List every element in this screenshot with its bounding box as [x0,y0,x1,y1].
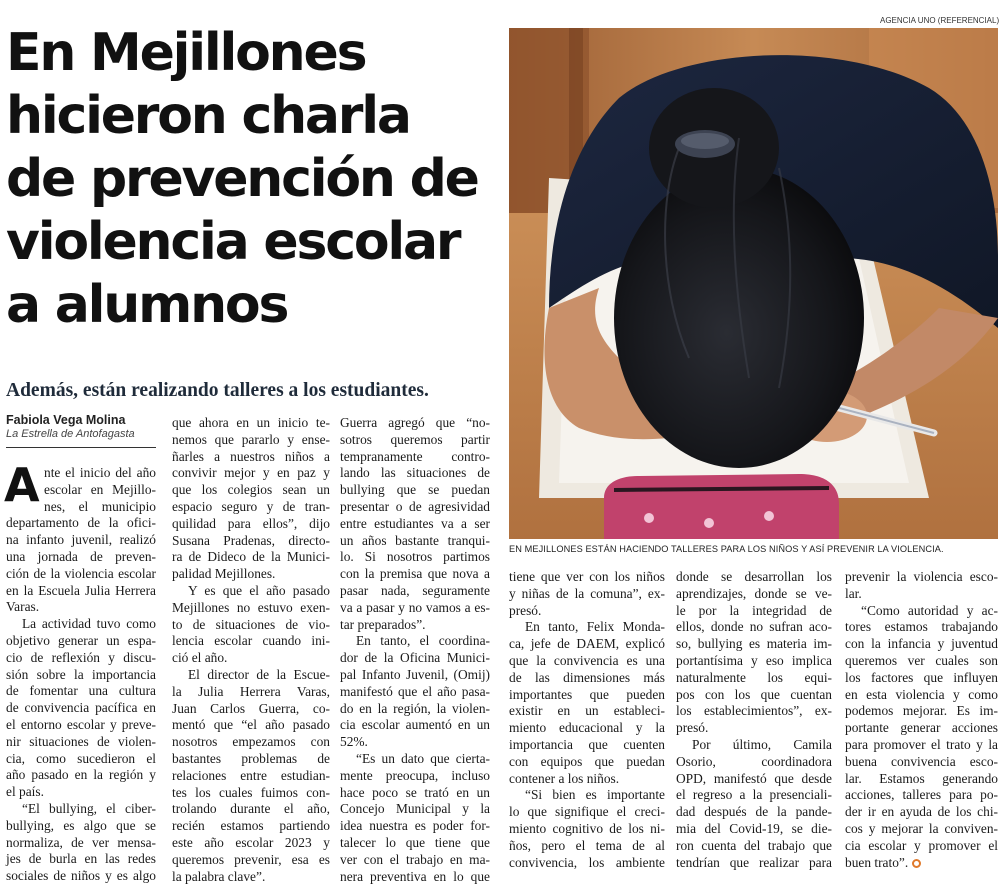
article-text-line: nemos que pararlo y ense- [172,431,330,447]
article-text-line: nte el inicio del año [44,465,156,480]
article-text-line: donde se desarrollan los [676,569,832,584]
article-text-line: “Es un dato que cierta- [356,750,490,766]
article-text-line: relaciones entre estudian- [172,767,330,783]
article-text-line: sotros queremos partir [340,431,490,447]
article-text-line: tiene que ver con los niños [509,569,665,584]
subheadline: Además, están realizando talleres a los estudiantes. [6,380,429,401]
article-text-line: der ir en ayuda de los chi- [845,804,998,820]
article-text-line: bastantes problemas de [172,750,330,766]
article-text-line: existir en un estableci- [509,703,665,719]
article-column-6 [845,569,998,871]
article-text-line: el entorno escolar y preve- [6,716,156,732]
article-text-line: que los colegios sean un [172,482,330,498]
article-text-line: queremos prevenir, esa es [172,851,330,867]
article-text-line: Juan Carlos Guerra, co- [172,700,330,716]
byline-author: Fabiola Vega Molina [6,413,126,427]
drop-cap: A [4,458,40,512]
article-text-line: En tanto, el coordina- [356,633,490,649]
headline-line: En Mejillones [6,23,366,83]
article-text-line: objetivo generar un espa- [6,632,156,648]
article-text-line: cia escolar aumentó en un [340,717,490,733]
article-text-line: ció el año. [172,650,228,666]
article-text-line: recién estamos partiendo [172,818,330,834]
article-text-line: el regreso a la presenciali- [676,787,832,803]
article-column-1-continued [6,515,156,885]
article-text-line: cia, como sucedieron el [6,750,156,766]
article-text-line: año pasado en la región y [6,767,156,783]
article-text-line: convivir mejor y en paz y [172,465,330,481]
article-text-line: de las dimensiones más [509,669,665,685]
article-text-line: “El bullying, el ciber- [22,800,156,816]
article-text-line: lo. Si nosotros partimos [340,549,490,565]
article-text-line: “Como autoridad y ac- [861,602,998,618]
article-text-line: buena convivencia esco- [845,753,998,769]
article-text-line: do en la región, la violen- [340,700,490,716]
article-text-line: departamento de la ofici- [6,515,156,531]
article-text-line: escolar en Mejillo- [44,481,156,497]
article-text-line: Por último, Camila [692,736,832,752]
article-text-line: “Si bien es importante [525,787,665,803]
student-head-on-desk-illustration [509,28,998,539]
article-text-line: importancia que cuenten [509,736,665,752]
article-text-line: lar. Estamos generando [845,770,998,786]
article-text-line: cio de reflexión y discu- [6,649,156,665]
headline [6,22,506,337]
article-text-line: portantísima y eso implica [676,652,832,668]
article-text-line: 52%. [340,734,368,750]
article-text-line: el país. [6,784,44,800]
article-text-line: para promover el trato y la [845,736,998,752]
article-text-line: nes, el municipio [44,498,156,514]
article-text-line: mente preocupa, incluso [340,767,490,783]
byline [6,413,156,440]
article-text-line: contener a los niños. [509,770,620,786]
article-text-line: ca, jefe de DAEM, explicó [509,636,665,652]
article-text-line: Susana Pradenas, directo- [172,532,330,548]
article-text-line: buen trato”. [845,855,998,872]
article-text-line: con la premisa que nova a [340,566,490,582]
article-text-line: que la convivencia es una [509,652,665,668]
end-of-article-icon [912,859,921,868]
article-text-line: trolando durante el año, [172,801,330,817]
article-text-line: podemos mejorar. Es im- [845,703,998,719]
article-text-line: de fomentar una cultura [6,683,156,699]
article-text-line: espacio seguro y de tran- [172,498,330,514]
article-text-line: lencia escolar cuando ini- [172,633,330,649]
article-text-line: Guerra agregó que “no- [340,415,490,430]
article-text-line: bullying que se puedan [340,482,490,498]
headline-line: violencia escolar [6,212,460,272]
article-text-line: va a pasar y no vamos a es- [340,599,490,615]
article-text-line: La actividad tuvo como [22,616,156,632]
article-text-line: nera preventiva en lo que [340,868,490,884]
article-text-line: la Julia Herrera Varas, [172,683,330,699]
article-text-line: manifestó que el año pasa- [340,683,490,699]
article-text-line: Concejo Municipal y la [340,801,490,817]
article-text-line: normaliza, de ver mensa- [6,834,156,850]
article-text-line: presó. [676,720,709,736]
photo-caption: EN MEJILLONES ESTÁN HACIENDO TALLERES PARA LOS NIÑOS Y ASÍ PREVENIR LA VIOLENCIA. [509,544,944,554]
article-text-line: miento educacional y la [509,720,665,736]
article-text-line: El director de la Escue- [188,666,330,682]
article-text-line: ción de la violencia escolar [6,565,156,581]
article-column-3 [340,415,490,885]
article-text-line: acciones, talleres para po- [845,787,998,803]
article-text-line: to de situaciones de vio- [172,616,330,632]
article-text-line: jes de burla en las redes [6,851,156,867]
article-text-line: en esta violencia y como [845,686,998,702]
article-text-line: una jornada de preven- [6,548,156,564]
article-text-line: entre estudiantes va a ser [340,515,490,531]
article-text-line: talecer lo que tiene que [340,834,490,850]
article-text-line: lar. [845,585,862,601]
article-text-line: ellos, donde no sufran aco- [676,619,832,635]
article-text-line: Varas. [6,599,40,615]
article-text-line: pasar nada, seguramente [340,582,490,598]
article-text-line: aprendizajes, donde se ve- [676,585,832,601]
article-text-line: En tanto, Felix Monda- [525,619,665,635]
headline-line: a alumnos [6,275,288,335]
article-text-line: idea nuestra es poder for- [340,818,490,834]
headline-line: de prevención de [6,149,478,209]
article-text-line: palidad Mejillones. [172,566,276,582]
article-text-line: so, bullying es materia im- [676,636,832,652]
article-text-line: cos y mejorar la conviven- [845,820,998,836]
article-text-line: dad después de la pande- [676,804,832,820]
article-text-line: mia del Covid-19, se die- [676,820,832,836]
article-text-line: tores estamos trabajando [845,619,998,635]
article-text-line: Mejillones no estuvo exen- [172,599,330,615]
article-text-line: cia escolar y promover el [845,837,998,853]
article-text-line: miento cognitivo de los ni- [509,820,665,836]
byline-divider [6,447,156,448]
article-text-line: presó. [509,602,542,618]
article-text-line: nosotros empezamos con [172,734,330,750]
article-text-line: prevenir la violencia esco- [845,569,998,584]
article-text-line: sión sobre la importancia [6,666,156,682]
article-text-line: bullying, es algo que se [6,817,156,833]
article-text-line: tar preparados”. [340,616,426,632]
article-text-line: nir situaciones de violen- [6,733,156,749]
article-text-line: presentar o de agresividad [340,498,490,514]
article-text-line: ños, pero el tema de al [509,837,665,853]
article-text-line: na infanto juvenil, realizó [6,532,156,548]
article-text-line: con la infancia y juventud [845,636,998,652]
article-text-line: mentó que “el año pasado [172,717,330,733]
article-column-4 [509,569,665,871]
article-column-2 [172,415,330,885]
article-text-line: este año escolar 2023 y [172,834,330,850]
article-text-line: tendrían que realizar para [676,854,832,870]
article-text-line: dor de la Oficina Munici- [340,650,490,666]
article-text-line: hace poco se trató en un [340,784,490,800]
article-text-line: y niñas de la comuna”, ex- [509,585,665,601]
byline-outlet: La Estrella de Antofagasta [6,428,135,440]
article-text-line: pos con los que cuentan [676,686,832,702]
article-text-line: OPD, manifestó que desde [676,770,832,786]
article-text-line: queremos ver cuales son [845,652,998,668]
article-text-line: con equipos que puedan [509,753,665,769]
article-text-line: ron cuenta del trabajo que [676,837,832,853]
article-text-line: pal Infanto Juvenil, (Omij) [340,666,490,682]
article-text-line: tes los cuales fuimos con- [172,784,330,800]
article-text-line: sociales de niños y es algo [6,868,156,884]
article-column-1 [44,465,156,515]
article-text-line: convivencia, los ambiente [509,854,665,870]
article-text-line: tempranamente contro- [340,448,490,464]
article-text-line: ver con el trabajo en ma- [340,851,490,867]
article-text-line: ñarles a nuestros niños a [172,448,330,464]
article-text-line: un años bastante tranqui- [340,532,490,548]
article-text-line: los factores que influyen [845,669,998,685]
article-text-line: quilidad para ellos”, dijo [172,515,330,531]
article-text-line: naturalmente los equi- [676,669,832,685]
article-text-line: Osorio, coordinadora [676,753,832,769]
article-text-line: los establecimientos”, ex- [676,703,832,719]
article-text-line: importantes que pueden [509,686,665,702]
article-text-line: lo que signifique el creci- [509,804,665,820]
article-photo [509,28,998,539]
photo-credit: AGENCIA UNO (REFERENCIAL) [880,16,1000,25]
article-text-line: le por la integridad de [676,602,832,618]
article-text-line: de convivencia pacífica en [6,700,156,716]
article-text-line: en la Escuela Julia Herrera [6,582,156,598]
article-column-5 [676,569,832,871]
article-text-line: Y es que el año pasado [188,582,330,598]
headline-line: hicieron charla [6,86,410,146]
article-text-line: la palabra clave”. [172,868,266,884]
article-text-line: ra de Dideco de la Munici- [172,549,330,565]
article-text-line: lando las situaciones de [340,465,490,481]
article-text-line: portante generar acciones [845,720,998,736]
article-text-line: que ahora en un inicio te- [172,415,330,430]
